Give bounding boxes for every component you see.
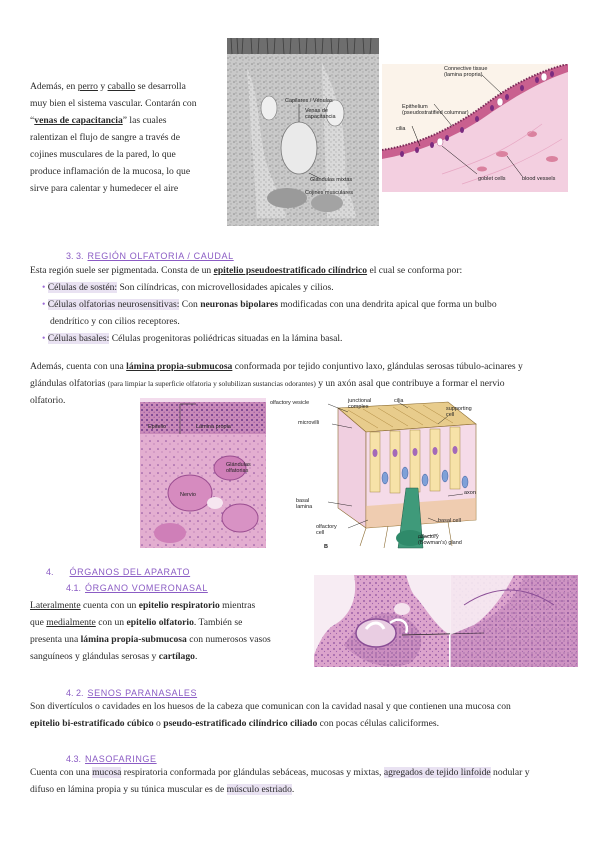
section-4-3-body: Cuenta con una mucosa respiratoria conformada por glándulas sebáceas, mucosas y mixtas, agregados de tejido linfoide nodular y difuso en lámina propia y su túnica muscular es de músculo estriado. (30, 767, 530, 795)
term-lamina-propia: lámina propia-submucosa (126, 361, 233, 372)
fig4-label-bowman-gland: olfactory (Bowman's) gland (418, 534, 462, 546)
micrograph-olfactory-mucosa (140, 398, 266, 548)
fig4-label-cilia: cilia (394, 398, 404, 404)
section-3-3-body: Esta región suele ser pigmentada. Consta de un epitelio pseudoestratificado cilíndrico el cual se conforma por: • Células de sostén: Son cilíndricas, con microvellosidades apicales y cilios. • Células olfatorias neurosensitivas: Con neuronas bipolares modificadas con una dendrita apical que forma un bulbo dendrítico y con cilios receptores. • Células basales: Células progenitoras poliédricas situadas en la lámina basal. (30, 265, 497, 344)
fig2-label-connective: Connective tissue (lamina propria) (444, 66, 488, 78)
fig4-label-olfactory-vesicle: olfactory vesicle (270, 400, 310, 406)
fig1-label-glandulas: Glándulas mixtas (310, 177, 353, 183)
fig1-label-capilares: Capilares / Vénulas (285, 98, 333, 104)
fig3-label-glandulas: Glándulas olfatorias (226, 462, 251, 474)
section-heading-3-3: 3. 3. REGIÓN OLFATORIA / CAUDAL (66, 251, 234, 261)
fig2-label-epithelium: Epithelium (pseudostratified columnar) (402, 104, 469, 116)
fig2-label-goblet: goblet cells (478, 176, 506, 182)
micrograph-nasal-vascular (227, 38, 379, 226)
fig1-label-venas: Venas de capacitancia (305, 108, 336, 120)
fig4-label-olfactory-cell: olfactory cell (316, 524, 337, 536)
fig4-label-axon: axon (464, 490, 476, 496)
word-caballo: caballo (107, 81, 136, 92)
fig2-label-cilia: cilia (396, 126, 406, 132)
diagram-olfactory-epithelium (268, 398, 480, 556)
fig1-label-cojines: Cojines musculares (305, 190, 353, 196)
fig4-label-junctional: junctional complex (348, 398, 372, 410)
fig3-label-lamina: Lámina propia (196, 424, 231, 430)
fig4-label-microvilli: microvilli (298, 420, 320, 426)
fig2-label-blood-vessels: blood vessels (522, 176, 556, 182)
word-perro: perro (77, 81, 98, 92)
illustration-respiratory-epithelium (382, 64, 568, 192)
section-heading-4: 4. ÓRGANOS DEL APARATO (46, 567, 191, 577)
fig3-label-epitelio: Epitelio (148, 424, 167, 430)
section-heading-4-2: 4. 2. SENOS PARANASALES (66, 688, 198, 698)
fig4-label-basal-cell: basal cell (438, 518, 461, 524)
fig4-label-basal-lamina: basal lamina (296, 498, 313, 510)
section-4-2-body: Son divertículos o cavidades en los huesos de la cabeza que comunican con la cavidad nasal y que contienen una mucosa con epitelio bi-estratificado cúbico o pseudo-estratificado cilíndrico ciliado con pocas células caliciformes. (30, 701, 511, 729)
fig3-label-nervio: Nervio (180, 492, 196, 498)
fig4-label-b: B (324, 544, 328, 550)
micrograph-vomeronasal-organ (314, 575, 578, 667)
term-venas-capacitancia: venas de capacitancia (34, 115, 123, 126)
section-3-3-paragraph-2: Además, cuenta con una lámina propia-submucosa conformada por tejido conjuntivo laxo, glándulas serosas túbulo-acinares y glándulas olfatorias (para limpiar la superficie olfatoria y solubilizan sustancias odorantes) y un axón asal que contribuye a formar el nervio olfatorio. (30, 361, 523, 406)
section-heading-4-1: 4.1. ÓRGANO VOMERONASAL (66, 583, 208, 593)
section-heading-4-3: 4.3. NASOFARINGE (66, 754, 157, 764)
term-epitelio-pseudo: epitelio pseudoestratificado cilíndrico (213, 265, 368, 276)
section-4-1-body: Lateralmente cuenta con un epitelio respiratorio mientras que medialmente con un epitelio olfatorio. También se presenta una lámina propia-submucosa con numerosos vasos sanguíneos y glándulas serosas y cartílago. (30, 600, 271, 662)
intro-paragraph: Además, en perro y caballo se desarrolla muy bien el sistema vascular. Contarán con “venas de capacitancia” las cuales ralentizan el flujo de sangre a través de cojines musculares de la pared, lo que produce inflamación de la mucosa, lo que sirve para calentar y humedecer el aire (30, 81, 197, 194)
fig4-label-supporting-cell: supporting cell (446, 406, 472, 418)
